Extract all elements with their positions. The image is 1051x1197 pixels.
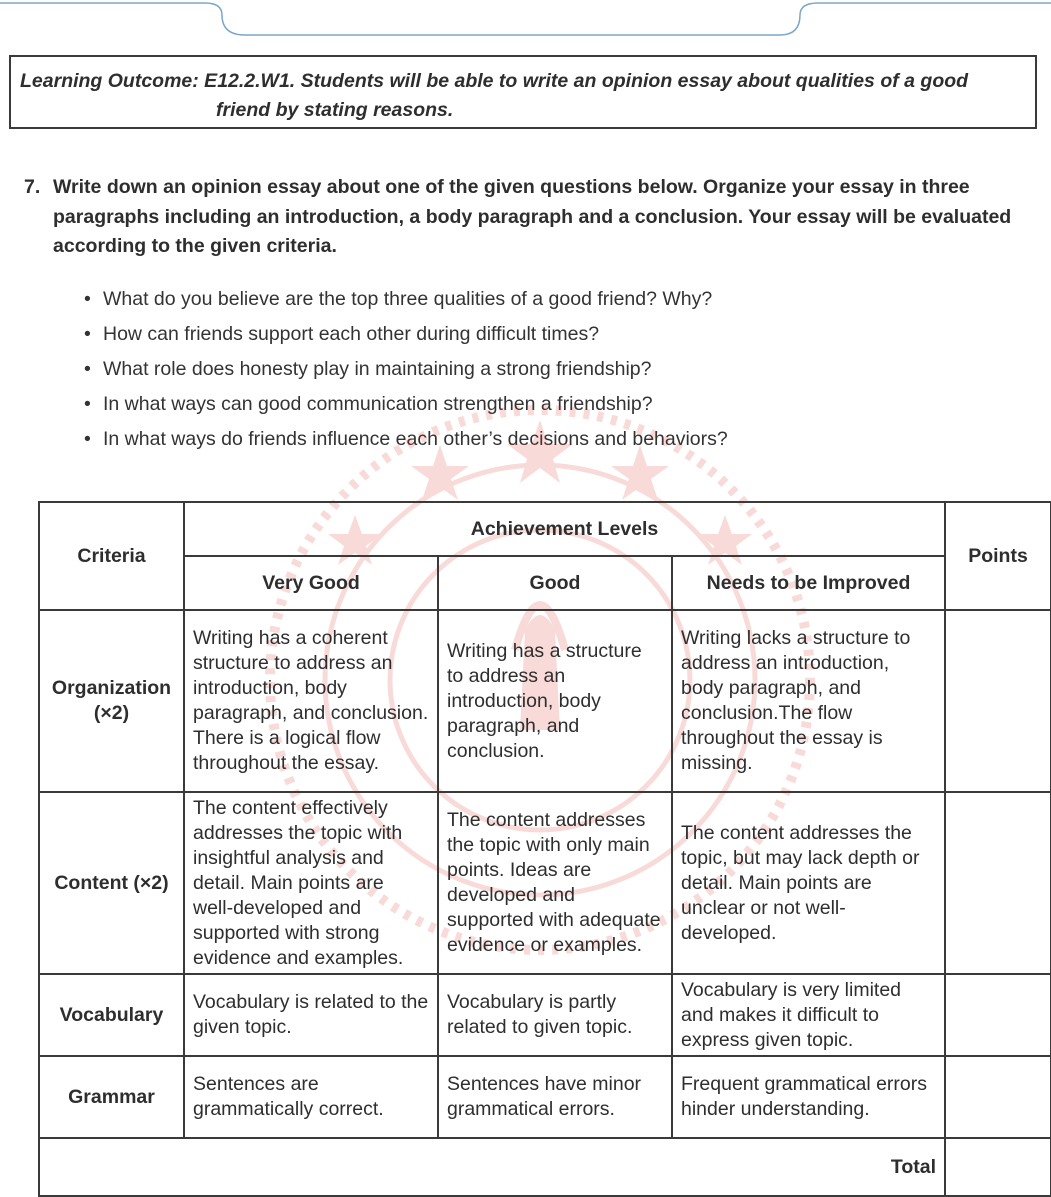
very-good-header: Very Good (184, 556, 438, 610)
learning-outcome-line1: Learning Outcome: E12.2.W1. Students will be able to write an opinion essay about qualities of a good (20, 70, 969, 92)
good-cell: The content addresses the topic with only main points. Ideas are developed and supported with adequate evidence or examples. (438, 792, 672, 974)
total-row (39, 1138, 1051, 1196)
points-cell[interactable] (945, 1056, 1051, 1138)
task-number: 7. (24, 176, 41, 198)
question-text: In what ways do friends influence each other’s decisions and behaviors? (103, 428, 728, 450)
criteria-cell: Organization (×2) (39, 610, 184, 792)
points-cell[interactable] (945, 610, 1051, 792)
points-cell[interactable] (945, 974, 1051, 1056)
task-text: Write down an opinion essay about one of the given questions below. Organize your essay in three paragraphs including an introduction, a body paragraph and a conclusion. Your essay will be evaluated according to the given criteria. (53, 176, 1012, 257)
page-header-tab (0, 0, 1051, 40)
criteria-cell: Grammar (39, 1056, 184, 1138)
very-good-cell: Writing has a coherent structure to address an introduction, body paragraph, and conclusion. There is a logical flow throughout the essay. (184, 610, 438, 792)
question-text: How can friends support each other during difficult times? (103, 323, 600, 345)
list-item (84, 390, 728, 425)
learning-outcome-line2: friend by stating reasons. (216, 99, 454, 121)
very-good-cell: The content effectively addresses the topic with insightful analysis and detail. Main points are well-developed and supported with strong evidence and examples. (184, 792, 438, 974)
points-header: Points (945, 502, 1051, 610)
table-row (39, 792, 1051, 974)
list-item (84, 355, 728, 390)
bullet-icon: • (84, 323, 91, 345)
bullet-icon: • (84, 428, 91, 450)
points-cell[interactable] (945, 792, 1051, 974)
good-cell: Sentences have minor grammatical errors. (438, 1056, 672, 1138)
needs-improved-cell: The content addresses the topic, but may lack depth or detail. Main points are unclear or not well-developed. (672, 792, 945, 974)
good-cell: Writing has a structure to address an introduction, body paragraph, and conclusion. (438, 610, 672, 792)
question-list (84, 285, 728, 460)
list-item (84, 320, 728, 355)
learning-outcome-box (9, 55, 1037, 129)
bullet-icon: • (84, 358, 91, 380)
very-good-cell: Vocabulary is related to the given topic. (184, 974, 438, 1056)
bullet-icon: • (84, 393, 91, 415)
criteria-cell: Vocabulary (39, 974, 184, 1056)
list-item (84, 425, 728, 460)
needs-improved-cell: Vocabulary is very limited and makes it difficult to express given topic. (672, 974, 945, 1056)
criteria-header: Criteria (39, 502, 184, 610)
total-points-cell[interactable] (945, 1138, 1051, 1196)
question-text: In what ways can good communication strengthen a friendship? (103, 393, 653, 415)
criteria-cell: Content (×2) (39, 792, 184, 974)
list-item (84, 285, 728, 320)
very-good-cell: Sentences are grammatically correct. (184, 1056, 438, 1138)
table-row (39, 610, 1051, 792)
bullet-icon: • (84, 288, 91, 310)
needs-improved-header: Needs to be Improved (672, 556, 945, 610)
good-header: Good (438, 556, 672, 610)
table-row (39, 974, 1051, 1056)
achievement-levels-header: Achievement Levels (184, 502, 945, 556)
total-label: Total (39, 1138, 945, 1196)
question-text: What do you believe are the top three qualities of a good friend? Why? (103, 288, 713, 310)
good-cell: Vocabulary is partly related to given topic. (438, 974, 672, 1056)
rubric-table (38, 501, 1051, 1197)
table-row (39, 1056, 1051, 1138)
question-text: What role does honesty play in maintaining a strong friendship? (103, 358, 652, 380)
needs-improved-cell: Frequent grammatical errors hinder understanding. (672, 1056, 945, 1138)
needs-improved-cell: Writing lacks a structure to address an introduction, body paragraph, and conclusion.The flow throughout the essay is missing. (672, 610, 945, 792)
